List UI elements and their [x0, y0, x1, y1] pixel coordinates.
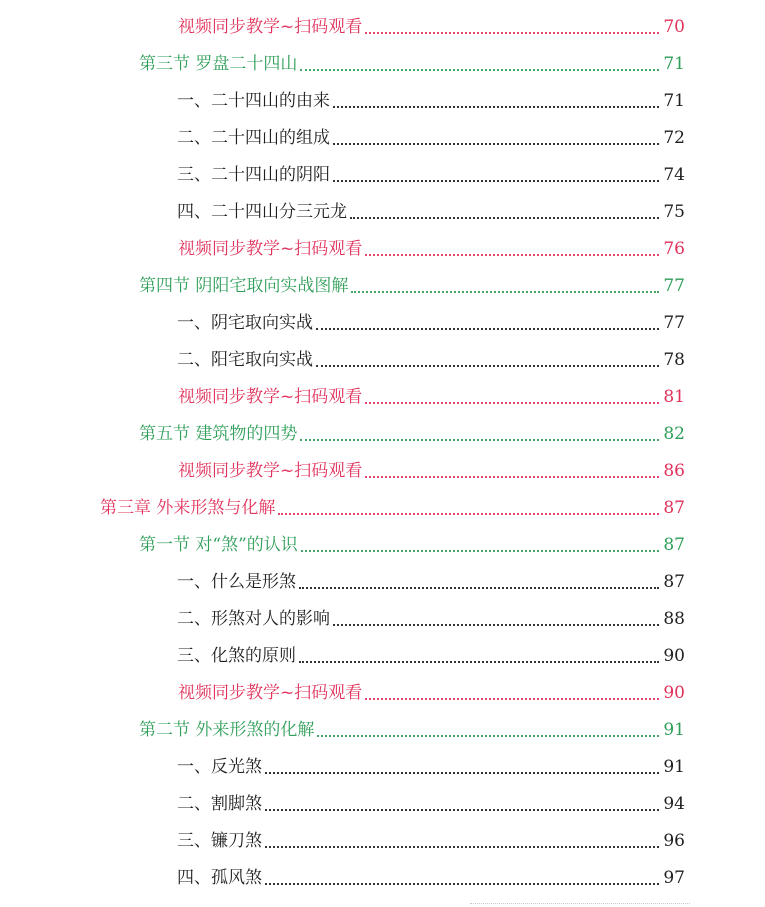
toc-entry-label: 视频同步教学~扫码观看 — [178, 461, 363, 481]
toc-entry-label: 第五节 建筑物的四势 — [139, 424, 298, 444]
toc-entry-page-number: 88 — [663, 609, 685, 629]
toc-dot-leader — [299, 661, 659, 663]
toc-dot-leader — [333, 180, 659, 182]
toc-entry-page-number: 76 — [663, 239, 685, 259]
toc-entry-page-number: 96 — [663, 831, 685, 851]
toc-entry-page-number: 87 — [663, 572, 685, 592]
toc-entry-page-number: 70 — [663, 17, 685, 37]
toc-entry-page-number: 94 — [663, 794, 685, 814]
toc-entry-page-number: 86 — [663, 461, 685, 481]
toc-entry-section[interactable] — [0, 416, 765, 453]
toc-dot-leader — [365, 476, 659, 478]
toc-entry-page-number: 82 — [663, 424, 685, 444]
toc-entry-video[interactable] — [0, 675, 765, 712]
toc-entry-page-number: 87 — [663, 535, 685, 555]
toc-entry-item[interactable] — [0, 749, 765, 786]
toc-entry-page-number: 90 — [663, 683, 685, 703]
toc-entry-label: 二、形煞对人的影响 — [177, 609, 330, 629]
toc-dot-leader — [333, 624, 659, 626]
toc-entry-label: 视频同步教学~扫码观看 — [178, 17, 363, 37]
toc-entry-label: 三、化煞的原则 — [177, 646, 296, 666]
toc-entry-label: 三、镰刀煞 — [177, 831, 262, 851]
toc-entry-item[interactable] — [0, 194, 765, 231]
page-bottom-divider — [470, 903, 690, 904]
toc-entry-section[interactable] — [0, 46, 765, 83]
toc-entry-page-number: 91 — [663, 757, 685, 777]
toc-entry-label: 一、阴宅取向实战 — [177, 313, 313, 333]
toc-dot-leader — [300, 69, 659, 71]
toc-entry-page-number: 77 — [663, 313, 685, 333]
toc-entry-video[interactable] — [0, 9, 765, 46]
toc-entry-page-number: 74 — [663, 165, 685, 185]
toc-entry-page-number: 71 — [663, 91, 685, 111]
toc-entry-label: 第二节 外来形煞的化解 — [139, 720, 315, 740]
toc-dot-leader — [351, 291, 659, 293]
toc-entry-item[interactable] — [0, 564, 765, 601]
toc-entry-item[interactable] — [0, 860, 765, 897]
toc-entry-item[interactable] — [0, 638, 765, 675]
toc-entry-label: 二、二十四山的组成 — [177, 128, 330, 148]
toc-entry-page-number: 72 — [663, 128, 685, 148]
toc-dot-leader — [265, 772, 659, 774]
toc-dot-leader — [299, 587, 659, 589]
toc-dot-leader — [300, 439, 659, 441]
toc-entry-section[interactable] — [0, 268, 765, 305]
toc-entry-item[interactable] — [0, 305, 765, 342]
toc-entry-item[interactable] — [0, 786, 765, 823]
toc-entry-page-number: 81 — [663, 387, 685, 407]
toc-dot-leader — [316, 365, 659, 367]
toc-entry-video[interactable] — [0, 231, 765, 268]
toc-entry-label: 第一节 对“煞”的认识 — [139, 535, 298, 555]
toc-dot-leader — [365, 402, 659, 404]
toc-entry-label: 四、二十四山分三元龙 — [177, 202, 347, 222]
toc-dot-leader — [316, 328, 659, 330]
toc-dot-leader — [265, 846, 659, 848]
toc-dot-leader — [333, 143, 659, 145]
toc-dot-leader — [317, 735, 659, 737]
toc-entry-label: 二、割脚煞 — [177, 794, 262, 814]
toc-dot-leader — [365, 254, 659, 256]
toc-entry-item[interactable] — [0, 601, 765, 638]
toc-dot-leader — [365, 698, 659, 700]
toc-entry-label: 第三章 外来形煞与化解 — [100, 498, 276, 518]
toc-entry-chapter[interactable] — [0, 490, 765, 527]
toc-entry-item[interactable] — [0, 823, 765, 860]
table-of-contents — [0, 9, 765, 897]
toc-entry-label: 视频同步教学~扫码观看 — [178, 683, 363, 703]
toc-entry-page-number: 71 — [663, 54, 685, 74]
toc-entry-label: 第三节 罗盘二十四山 — [139, 54, 298, 74]
toc-entry-label: 二、阳宅取向实战 — [177, 350, 313, 370]
toc-dot-leader — [265, 883, 659, 885]
toc-entry-page-number: 91 — [663, 720, 685, 740]
toc-entry-video[interactable] — [0, 379, 765, 416]
toc-entry-section[interactable] — [0, 527, 765, 564]
toc-entry-item[interactable] — [0, 120, 765, 157]
toc-entry-label: 一、反光煞 — [177, 757, 262, 777]
toc-dot-leader — [333, 106, 659, 108]
toc-entry-item[interactable] — [0, 83, 765, 120]
toc-entry-label: 一、二十四山的由来 — [177, 91, 330, 111]
toc-entry-page-number: 77 — [663, 276, 685, 296]
toc-entry-label: 一、什么是形煞 — [177, 572, 296, 592]
toc-entry-page-number: 97 — [663, 868, 685, 888]
toc-entry-page-number: 75 — [663, 202, 685, 222]
toc-entry-item[interactable] — [0, 157, 765, 194]
toc-entry-video[interactable] — [0, 453, 765, 490]
toc-entry-label: 视频同步教学~扫码观看 — [178, 387, 363, 407]
toc-entry-label: 视频同步教学~扫码观看 — [178, 239, 363, 259]
toc-dot-leader — [350, 217, 659, 219]
toc-entry-page-number: 78 — [663, 350, 685, 370]
toc-dot-leader — [265, 809, 659, 811]
toc-entry-label: 四、孤风煞 — [177, 868, 262, 888]
toc-dot-leader — [278, 513, 659, 515]
toc-entry-page-number: 87 — [663, 498, 685, 518]
toc-dot-leader — [365, 32, 659, 34]
toc-entry-section[interactable] — [0, 712, 765, 749]
toc-entry-label: 三、二十四山的阴阳 — [177, 165, 330, 185]
toc-entry-page-number: 90 — [663, 646, 685, 666]
toc-dot-leader — [301, 550, 660, 552]
toc-entry-label: 第四节 阴阳宅取向实战图解 — [139, 276, 349, 296]
toc-entry-item[interactable] — [0, 342, 765, 379]
